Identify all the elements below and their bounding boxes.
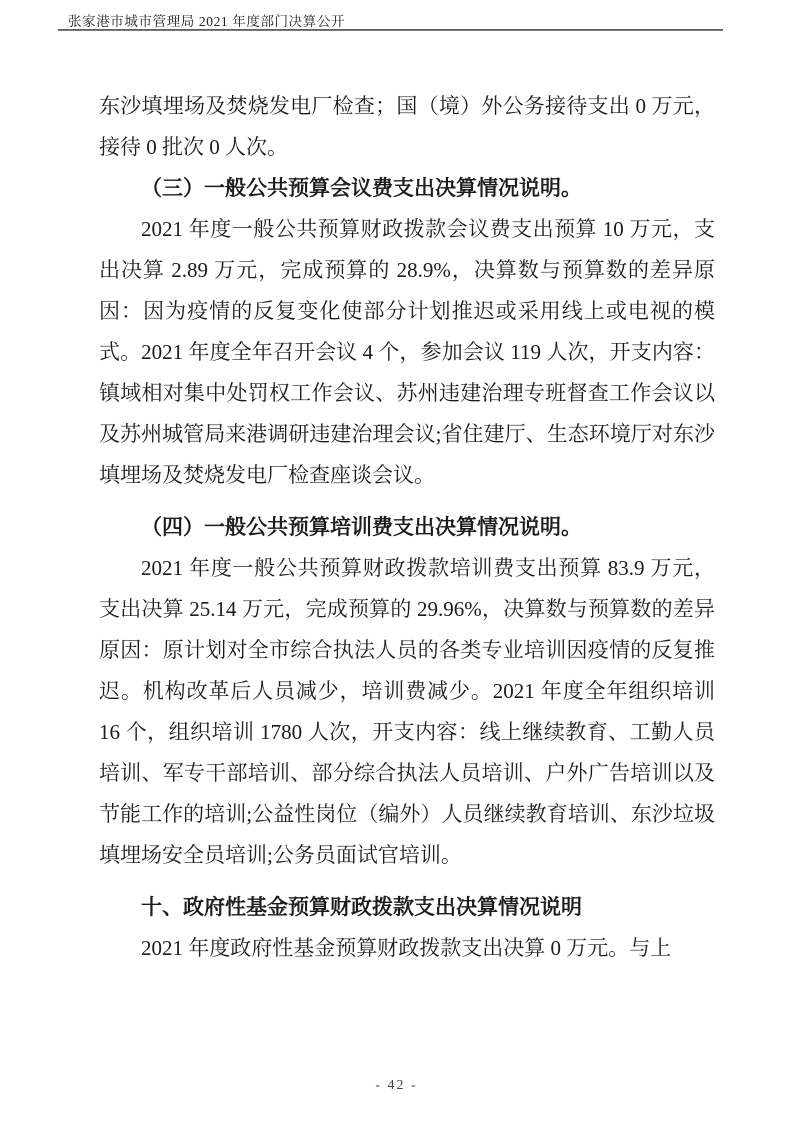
body-paragraph-government-fund: 2021 年度政府性基金预算财政拨款支出决算 0 万元。与上 [141, 936, 672, 960]
page-number: - 42 - [375, 1078, 418, 1093]
body-paragraph-meeting-fee: 2021 年度一般公共预算财政拨款会议费支出预算 10 万元，支出决算 2.89 万元，完成预算的 28.9%，决算数与预算数的差异原因：因为疫情的反复变化使部分计划推迟或采用线上或电视的模式。2021 年度全年召开会议 4 个，参加会议 119 人次，开支内容：镇域相对集中处罚权工作会议、苏州违建治理专班督查工作会议以及苏州城管局来港调研违建治理会议;省住建厅、生态环境厅对东沙填埋场及焚烧发电厂检查座谈会议。 [99, 217, 715, 487]
body-paragraph-training-fee: 2021 年度一般公共预算财政拨款培训费支出预算 83.9 万元，支出决算 25.14 万元，完成预算的 29.96%，决算数与预算数的差异原因：原计划对全市综合执法人员的各类专业培训因疫情的反复推迟。机构改革后人员减少，培训费减少。2021 年度全年组织培训 16 个，组织培训 1780 人次，开支内容：线上继续教育、工勤人员培训、军专干部培训、部分综合执法人员培训、户外广告培训以及节能工作的培训;公益性岗位（编外）人员继续教育培训、东沙垃圾填埋场安全员培训;公务员面试官培训。 [99, 556, 715, 867]
section-heading-government-fund: 十、政府性基金预算财政拨款支出决算情况说明 [141, 895, 582, 919]
body-paragraph-continuation: 东沙填埋场及焚烧发电厂检查；国（境）外公务接待支出 0 万元，接待 0 批次 0 人次。 [99, 94, 715, 159]
document-body [99, 86, 715, 969]
header-divider [58, 29, 723, 31]
page-header-title: 张家港市城市管理局 2021 年度部门决算公开 [68, 14, 346, 29]
section-heading-training-fee: （四）一般公共预算培训费支出决算情况说明。 [141, 515, 582, 539]
section-heading-meeting-fee: （三）一般公共预算会议费支出决算情况说明。 [141, 176, 582, 200]
